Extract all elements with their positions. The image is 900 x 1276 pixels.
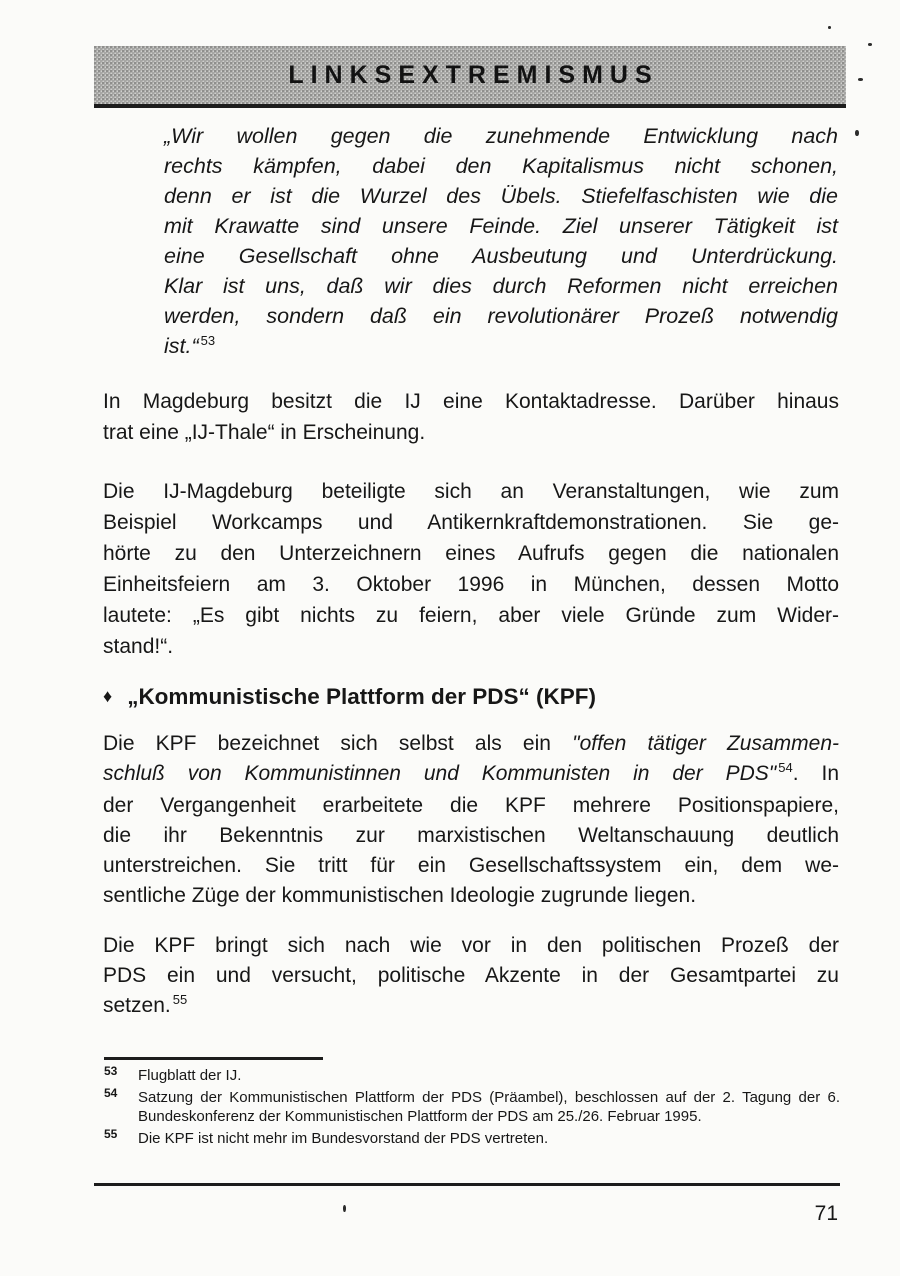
text-line [103, 791, 839, 821]
text-run: lautete: „Es gibt nichts zu feiern, aber viele Gründe zum Wider- [103, 604, 839, 627]
text-run: In Magdeburg besitzt die IJ eine Kontaktadresse. Darüber hinaus [103, 390, 839, 413]
text-run: sentliche Züge der kommunistischen Ideologie zugrunde liegen. [103, 884, 697, 907]
text-line [103, 729, 839, 759]
text-run: „Wir wollen gegen die zunehmende Entwicklung nach [164, 124, 838, 148]
text-run: unterstreichen. Sie tritt für ein Gesellschaftssystem ein, dem we- [103, 854, 839, 877]
footnote-item [104, 1126, 840, 1149]
text-run: Beispiel Workcamps und Antikernkraftdemonstrationen. Sie ge- [103, 511, 839, 534]
text-run: "offen tätiger Zusammen- [572, 732, 839, 755]
text-run: trat eine „IJ-Thale“ in Erscheinung. [103, 421, 426, 444]
text-run: PDS ein und versucht, politische Akzente in der Gesamtpartei zu [103, 964, 839, 987]
text-run: mit Krawatte sind unsere Feinde. Ziel unserer Tätigkeit ist [164, 214, 838, 238]
text-line [164, 151, 838, 181]
text-line [164, 181, 838, 211]
text-line [103, 961, 839, 991]
diamond-bullet-icon: ♦ [103, 686, 113, 706]
footnote-ref: 53 [200, 333, 216, 348]
footnote-item [104, 1085, 840, 1127]
text-line [103, 631, 839, 662]
text-line [103, 417, 839, 448]
text-line [103, 851, 839, 881]
text-run: schluß von Kommunistinnen und Kommunisten in der PDS" [103, 762, 777, 785]
text-line [164, 241, 838, 271]
scan-artifact [858, 78, 863, 81]
text-run: hörte zu den Unterzeichnern eines Aufrufs gegen die nationalen [103, 542, 839, 565]
footnote-separator [104, 1057, 323, 1060]
text-line [103, 759, 839, 791]
text-line [164, 121, 838, 151]
text-line [103, 600, 839, 631]
text-line [103, 881, 839, 911]
text-run: . In [792, 762, 839, 785]
footnote-item [104, 1066, 840, 1086]
subsection-heading [103, 684, 839, 710]
text-run: der Vergangenheit erarbeitete die KPF mehrere Positionspapiere, [103, 794, 839, 817]
text-run: Klar ist uns, daß wir dies durch Reformen nicht erreichen [164, 274, 838, 298]
footnote-marker: 53 [104, 1064, 118, 1078]
text-line [103, 538, 839, 569]
text-run: rechts kämpfen, dabei den Kapitalismus nicht schonen, [164, 154, 838, 178]
text-line [103, 386, 839, 417]
paragraph [103, 729, 839, 911]
text-line [164, 271, 838, 301]
text-line [164, 301, 838, 331]
footer-rule [94, 1183, 840, 1186]
text-run: Einheitsfeiern am 3. Oktober 1996 in München, dessen Motto [103, 573, 839, 596]
footnote-text: Die KPF ist nicht mehr im Bundesvorstand der PDS vertreten. [138, 1129, 549, 1147]
footnote-marker: 54 [104, 1085, 118, 1100]
text-line [103, 569, 839, 600]
text-line [103, 507, 839, 538]
text-run: setzen. [103, 994, 171, 1017]
text-run: ist.“ [164, 334, 199, 358]
footnote-marker: 55 [104, 1126, 118, 1141]
scan-artifact [868, 43, 872, 46]
text-line [103, 821, 839, 851]
scan-artifact [855, 130, 859, 136]
footnote-text: Satzung der Kommunistischen Plattform der PDS (Präambel), beschlossen auf der 2. Tagung der 6. Bundeskonferenz der Kommunistischen Plattform der PDS am 25./26. Februar 1995. [138, 1088, 840, 1125]
text-line [103, 991, 839, 1023]
footnote-text: Flugblatt der IJ. [138, 1067, 242, 1084]
section-banner-title: LINKSEXTREMISMUS [288, 60, 659, 89]
section-banner [94, 46, 846, 108]
subsection-heading-label: „Kommunistische Plattform der PDS“ (KPF) [127, 684, 596, 709]
page-number: 71 [814, 1202, 838, 1225]
text-run: denn er ist die Wurzel des Übels. Stiefelfaschisten wie die [164, 184, 838, 208]
paragraph [103, 931, 839, 1023]
paragraph [103, 386, 839, 448]
text-run: werden, sondern daß ein revolutionärer Prozeß notwendig [164, 304, 838, 328]
paragraph [103, 476, 839, 662]
footnote-ref: 55 [172, 992, 188, 1007]
footnote-ref: 54 [778, 760, 793, 775]
text-run: die ihr Bekenntnis zur marxistischen Weltanschauung deutlich [103, 824, 839, 847]
text-line [164, 211, 838, 241]
scan-artifact [343, 1205, 346, 1212]
text-run: Die KPF bringt sich nach wie vor in den politischen Prozeß der [103, 934, 839, 957]
scan-artifact [828, 26, 831, 29]
text-line [164, 331, 838, 364]
text-run: Die IJ-Magdeburg beteiligte sich an Veranstaltungen, wie zum [103, 480, 839, 503]
text-line [103, 476, 839, 507]
block-quote [164, 121, 838, 364]
text-run: stand!“. [103, 635, 174, 658]
footnotes [104, 1066, 840, 1150]
text-run: eine Gesellschaft ohne Ausbeutung und Unterdrückung. [164, 244, 838, 268]
text-run: Die KPF bezeichnet sich selbst als ein [103, 732, 573, 755]
text-line [103, 931, 839, 961]
